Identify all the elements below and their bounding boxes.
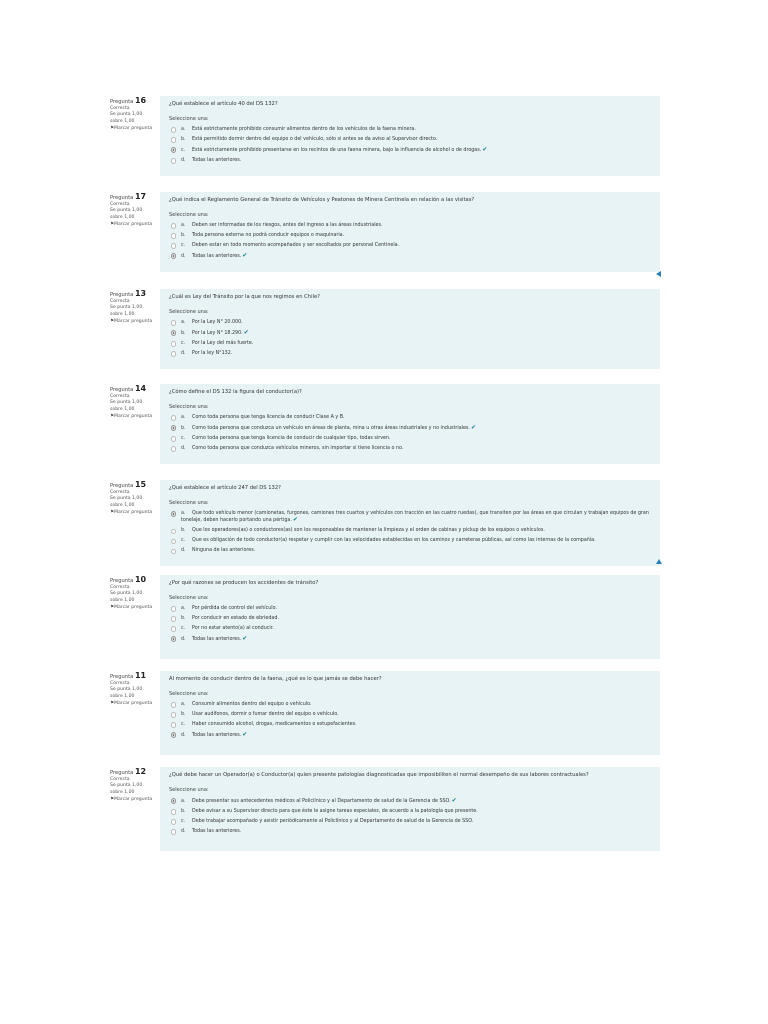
answer-option[interactable] [169, 446, 651, 452]
radio-button[interactable] [171, 253, 176, 258]
answer-option[interactable] [169, 223, 651, 229]
question-score: Se punta 1,00 sobre 1,00 [110, 112, 143, 124]
radio-button[interactable] [171, 223, 176, 228]
question-score: Se punta 1,00 sobre 1,00 [110, 687, 143, 699]
radio-button[interactable] [171, 722, 176, 727]
question-number [110, 673, 156, 681]
question-number [110, 577, 156, 585]
option-letter: b. [181, 425, 186, 431]
option-letter: b. [181, 528, 186, 533]
question-text: ¿Cómo define el DS 132 la figura del conductor(a)? [169, 389, 302, 395]
option-text: Usar audífonos, dormir o fumar dentro del equipo o vehículo. [192, 711, 339, 717]
radio-button[interactable] [171, 702, 176, 707]
flag-label: Marcar pregunta [114, 510, 153, 515]
question-number-value: 16 [134, 96, 147, 105]
answer-option[interactable] [169, 829, 651, 835]
question-status: Correcta [110, 105, 130, 111]
question-label: Pregunta [110, 292, 134, 298]
question-status: Correcta [110, 201, 130, 207]
radio-button[interactable] [171, 549, 176, 554]
answer-option[interactable] [169, 158, 651, 164]
question-content [160, 384, 660, 464]
radio-button[interactable] [171, 616, 176, 621]
option-text: Por la Ley N° 18.290. [192, 330, 243, 336]
flag-question-link[interactable] [110, 126, 156, 133]
radio-button[interactable] [171, 819, 176, 824]
checkmark-icon: ✔ [242, 251, 248, 259]
question-info [110, 671, 156, 708]
question-content [160, 289, 660, 369]
option-text: Todas las anteriores. [192, 157, 242, 163]
question-score: Se punta 1,00 sobre 1,00 [110, 496, 143, 508]
radio-button[interactable] [171, 127, 176, 132]
option-letter: d. [181, 157, 186, 163]
option-letter: d. [181, 253, 186, 259]
question-text: ¿Qué indica el Reglamento General de Tránsito de Vehículos y Peatones de Minera Centinela en relación a las visitas? [169, 197, 475, 203]
radio-button[interactable] [171, 320, 176, 325]
option-text: Está estrictamente prohibido presentarse en los recintos de una faena minera, bajo la influencia de alcohol o de drogas. [192, 147, 482, 153]
option-letter: d. [181, 350, 186, 356]
question-score: Se punta 1,00 sobre 1,00 [110, 305, 143, 317]
option-text: Como toda persona que conduzca vehículos mineros, sin importar si tiene licencia o no. [192, 445, 404, 451]
option-letter: b. [181, 711, 186, 717]
option-text: Que los operadores(as) o conductores(as) son los responsables de mantener la limpieza y el orden de cabinas y pickup de los equipos o vehículos. [192, 528, 545, 533]
scroll-up-icon[interactable] [656, 559, 662, 564]
option-text: Por la Ley del más fuerte. [192, 340, 254, 346]
answer-option[interactable] [169, 722, 651, 728]
option-text: Debe avisar a su Supervisor directo para que éste le asigne tareas especiales, de acuerdo a la patología que presente. [192, 808, 478, 814]
select-prompt: Seleccione una: [169, 404, 209, 410]
answer-option[interactable] [169, 351, 651, 357]
checkmark-icon: ✔ [242, 634, 248, 642]
radio-button[interactable] [171, 539, 176, 544]
option-letter: a. [181, 414, 186, 420]
radio-button[interactable] [171, 158, 176, 163]
question-label: Pregunta [110, 483, 134, 489]
answer-option[interactable] [169, 528, 651, 534]
answer-option[interactable] [169, 538, 651, 544]
question-number [110, 482, 156, 490]
option-text: Por no estar atento(a) al conducir. [192, 625, 274, 631]
radio-button[interactable] [171, 147, 176, 152]
option-text: Que es obligación de todo conductor(a) respetar y cumplir con las velocidades establecidas en los caminos y carreteras públicas, así como las internas de la compañía. [192, 538, 596, 543]
radio-button[interactable] [171, 712, 176, 717]
option-text: Por la Ley N° 20.000. [192, 319, 243, 325]
answer-option[interactable] [169, 147, 651, 154]
option-text: Como toda persona que tenga licencia de conducir de cualquier tipo, todas sirven. [192, 435, 391, 441]
flag-label: Marcar pregunta [114, 701, 153, 706]
question-status: Correcta [110, 298, 130, 304]
answer-option[interactable] [169, 819, 651, 825]
answer-option[interactable] [169, 606, 651, 612]
answer-option[interactable] [169, 436, 651, 442]
checkmark-icon: ✔ [470, 423, 476, 431]
answer-option[interactable] [169, 330, 651, 337]
answer-option[interactable] [169, 425, 651, 432]
option-text: Consumir alimentos dentro del equipo o vehículo. [192, 701, 312, 707]
flag-icon: ⚑ [110, 510, 115, 515]
option-text: Todas las anteriores. [192, 828, 242, 834]
question-content [160, 767, 660, 851]
question-label: Pregunta [110, 195, 134, 201]
answer-option[interactable] [169, 320, 651, 326]
option-letter: c. [181, 147, 186, 153]
question-score: Se punta 1,00 sobre 1,00 [110, 400, 143, 412]
radio-button[interactable] [171, 809, 176, 814]
radio-button[interactable] [171, 351, 176, 356]
answer-option[interactable] [169, 702, 651, 708]
flag-icon: ⚑ [110, 414, 115, 419]
option-letter: c. [181, 818, 186, 824]
radio-button[interactable] [171, 330, 176, 335]
radio-button[interactable] [171, 511, 176, 516]
select-prompt: Seleccione una: [169, 309, 209, 315]
question-info [110, 192, 156, 229]
radio-button[interactable] [171, 243, 176, 248]
radio-button[interactable] [171, 732, 176, 737]
option-letter: a. [181, 605, 186, 611]
flag-question-link[interactable] [110, 319, 156, 326]
checkmark-icon: ✔ [482, 145, 488, 153]
flag-question-link[interactable] [110, 701, 156, 708]
question-number-value: 14 [134, 384, 147, 393]
question-text: ¿Qué establece el artículo 40 del DS 132? [169, 101, 278, 107]
option-text: Todas las anteriores. [192, 636, 242, 642]
option-text: Está permitido dormir dentro del equipo o del vehículo, sólo si antes se da aviso al Supervisor directo. [192, 136, 438, 142]
flag-icon: ⚑ [110, 605, 115, 610]
flag-icon: ⚑ [110, 126, 115, 131]
flag-label: Marcar pregunta [114, 319, 153, 324]
option-text: Todas las anteriores. [192, 732, 242, 738]
option-text: Debe presentar sus antecedentes médicos al Policlínico y al Departamento de salud de la Gerencia de SSO. [192, 798, 451, 804]
answer-option[interactable] [169, 548, 651, 554]
question-info [110, 575, 156, 612]
question-number-value: 10 [134, 575, 147, 584]
option-text: Como toda persona que conduzca un vehículo en áreas de planta, mina u otras áreas industriales y no industriales. [192, 425, 470, 431]
question-info [110, 289, 156, 326]
question-content [160, 480, 660, 566]
select-prompt: Seleccione una: [169, 691, 209, 697]
radio-button[interactable] [171, 636, 176, 641]
answer-option[interactable] [169, 127, 651, 133]
flag-question-link[interactable] [110, 797, 156, 804]
question-text: ¿Qué establece el artículo 247 del DS 132? [169, 485, 281, 491]
checkmark-icon: ✔ [243, 328, 249, 336]
answer-option[interactable] [169, 732, 651, 739]
question-content [160, 96, 660, 176]
question-label: Pregunta [110, 578, 134, 584]
question-score: Se punta 1,00 sobre 1,00 [110, 783, 143, 795]
select-prompt: Seleccione una: [169, 787, 209, 793]
answer-option[interactable] [169, 616, 651, 622]
question-label: Pregunta [110, 674, 134, 680]
flag-icon: ⚑ [110, 701, 115, 706]
select-prompt: Seleccione una: [169, 212, 209, 218]
option-letter: a. [181, 510, 186, 516]
option-text: Por la ley N°132. [192, 350, 233, 356]
option-letter: b. [181, 232, 186, 238]
flag-question-link[interactable] [110, 510, 156, 517]
option-letter: c. [181, 721, 186, 727]
option-text: Toda persona externa no podrá conducir equipos o maquinaria. [192, 232, 345, 238]
answer-option[interactable] [169, 636, 651, 643]
option-letter: a. [181, 126, 186, 132]
option-letter: a. [181, 222, 186, 228]
option-text: Por conducir en estado de ebriedad. [192, 615, 279, 621]
radio-button[interactable] [171, 436, 176, 441]
option-text: Que todo vehículo menor (camionetas, furgones, camiones tres cuartos y vehículos con tracción en las cuatro ruedas), que transiten por las áreas en que circulan y trabajan equipos de gran tonelaje, deben hacerlo portando una pértiga. [181, 510, 649, 523]
option-letter: d. [181, 636, 186, 642]
answer-option[interactable] [169, 243, 651, 249]
question-content [160, 671, 660, 755]
question-number-value: 15 [134, 480, 147, 489]
question-score: Se punta 1,00 sobre 1,00 [110, 591, 143, 603]
flag-question-link[interactable] [110, 222, 156, 229]
option-text: Como toda persona que tenga licencia de conducir Clase A y B. [192, 414, 345, 420]
question-info [110, 96, 156, 133]
question-score: Se punta 1,00 sobre 1,00 [110, 208, 143, 220]
question-number-value: 17 [134, 192, 147, 201]
answer-option[interactable] [169, 798, 651, 805]
option-letter: a. [181, 701, 186, 707]
flag-icon: ⚑ [110, 222, 115, 227]
option-letter: c. [181, 242, 186, 248]
question-content [160, 575, 660, 659]
option-letter: d. [181, 445, 186, 451]
option-letter: c. [181, 625, 186, 631]
checkmark-icon: ✔ [292, 516, 298, 523]
question-info [110, 384, 156, 421]
option-letter: c. [181, 340, 186, 346]
option-text: Deben estar en todo momento acompañados y ser escoltados por personal Centinela. [192, 242, 400, 248]
flag-icon: ⚑ [110, 319, 115, 324]
answer-option[interactable] [169, 233, 651, 239]
answer-option[interactable] [169, 809, 651, 815]
select-prompt: Seleccione una: [169, 595, 209, 601]
checkmark-icon: ✔ [242, 730, 248, 738]
option-letter: b. [181, 136, 186, 142]
question-content [160, 192, 660, 272]
answer-option[interactable] [169, 253, 651, 260]
radio-button[interactable] [171, 529, 176, 534]
radio-button[interactable] [171, 626, 176, 631]
radio-button[interactable] [171, 425, 176, 430]
option-letter: d. [181, 548, 186, 553]
question-text: ¿Por qué razones se producen los accidentes de tránsito? [169, 580, 319, 586]
option-letter: a. [181, 319, 186, 325]
scroll-left-icon[interactable] [656, 271, 661, 277]
option-text: Debe trabajar acompañado y asistir periódicamente al Policlínico y al Departamento de salud de la Gerencia de SSO. [192, 818, 474, 824]
flag-label: Marcar pregunta [114, 222, 153, 227]
flag-question-link[interactable] [110, 414, 156, 421]
question-number-value: 12 [134, 767, 147, 776]
answer-option[interactable] [169, 511, 651, 525]
radio-button[interactable] [171, 341, 176, 346]
answer-option[interactable] [169, 712, 651, 718]
question-text: Al momento de conducir dentro de la faena, ¿qué es lo que jamás se debe hacer? [169, 676, 382, 682]
question-number-value: 11 [134, 671, 147, 680]
question-status: Correcta [110, 776, 130, 782]
option-letter: b. [181, 808, 186, 814]
option-letter: a. [181, 798, 186, 804]
option-text: Todas las anteriores. [192, 253, 242, 259]
question-label: Pregunta [110, 387, 134, 393]
option-letter: c. [181, 435, 186, 441]
radio-button[interactable] [171, 415, 176, 420]
answer-option[interactable] [169, 415, 651, 421]
select-prompt: Seleccione una: [169, 500, 209, 506]
question-text: ¿Cuál es Ley del Tránsito por la que nos regimos en Chile? [169, 294, 320, 300]
question-number [110, 769, 156, 777]
question-number [110, 194, 156, 202]
checkmark-icon: ✔ [451, 796, 457, 804]
option-text: Ninguna de las anteriores. [192, 548, 256, 553]
flag-label: Marcar pregunta [114, 414, 153, 419]
question-status: Correcta [110, 489, 130, 495]
flag-question-link[interactable] [110, 605, 156, 612]
radio-button[interactable] [171, 798, 176, 803]
answer-option[interactable] [169, 137, 651, 143]
flag-icon: ⚑ [110, 797, 115, 802]
option-letter: d. [181, 828, 186, 834]
radio-button[interactable] [171, 446, 176, 451]
question-info [110, 480, 156, 517]
question-label: Pregunta [110, 99, 134, 105]
question-status: Correcta [110, 680, 130, 686]
radio-button[interactable] [171, 829, 176, 834]
question-number [110, 98, 156, 106]
radio-button[interactable] [171, 606, 176, 611]
question-status: Correcta [110, 584, 130, 590]
option-letter: c. [181, 538, 186, 543]
answer-option[interactable] [169, 626, 651, 632]
flag-label: Marcar pregunta [114, 797, 153, 802]
radio-button[interactable] [171, 233, 176, 238]
flag-label: Marcar pregunta [114, 126, 153, 131]
answer-option[interactable] [169, 341, 651, 347]
option-text: Haber consumido alcohol, drogas, medicamentos o estupefacientes. [192, 721, 357, 727]
question-number [110, 291, 156, 299]
option-text: Deben ser informadas de los riesgos, antes del ingreso a las áreas industriales. [192, 222, 383, 228]
question-number-value: 13 [134, 289, 147, 298]
question-text: ¿Qué debe hacer un Operador(a) o Conductor(a) quien presente patologías diagnosticadas que imposibiliten el normal desempeño de sus labores contractuales? [169, 772, 589, 778]
option-text: Está estrictamente prohibido consumir alimentos dentro de los vehículos de la faena minera. [192, 126, 416, 132]
option-letter: d. [181, 732, 186, 738]
flag-label: Marcar pregunta [114, 605, 153, 610]
question-status: Correcta [110, 393, 130, 399]
option-letter: b. [181, 615, 186, 621]
option-text: Por pérdida de control del vehículo. [192, 605, 277, 611]
option-letter: b. [181, 330, 186, 336]
select-prompt: Seleccione una: [169, 116, 209, 122]
question-number [110, 386, 156, 394]
question-label: Pregunta [110, 770, 134, 776]
question-info [110, 767, 156, 804]
radio-button[interactable] [171, 137, 176, 142]
